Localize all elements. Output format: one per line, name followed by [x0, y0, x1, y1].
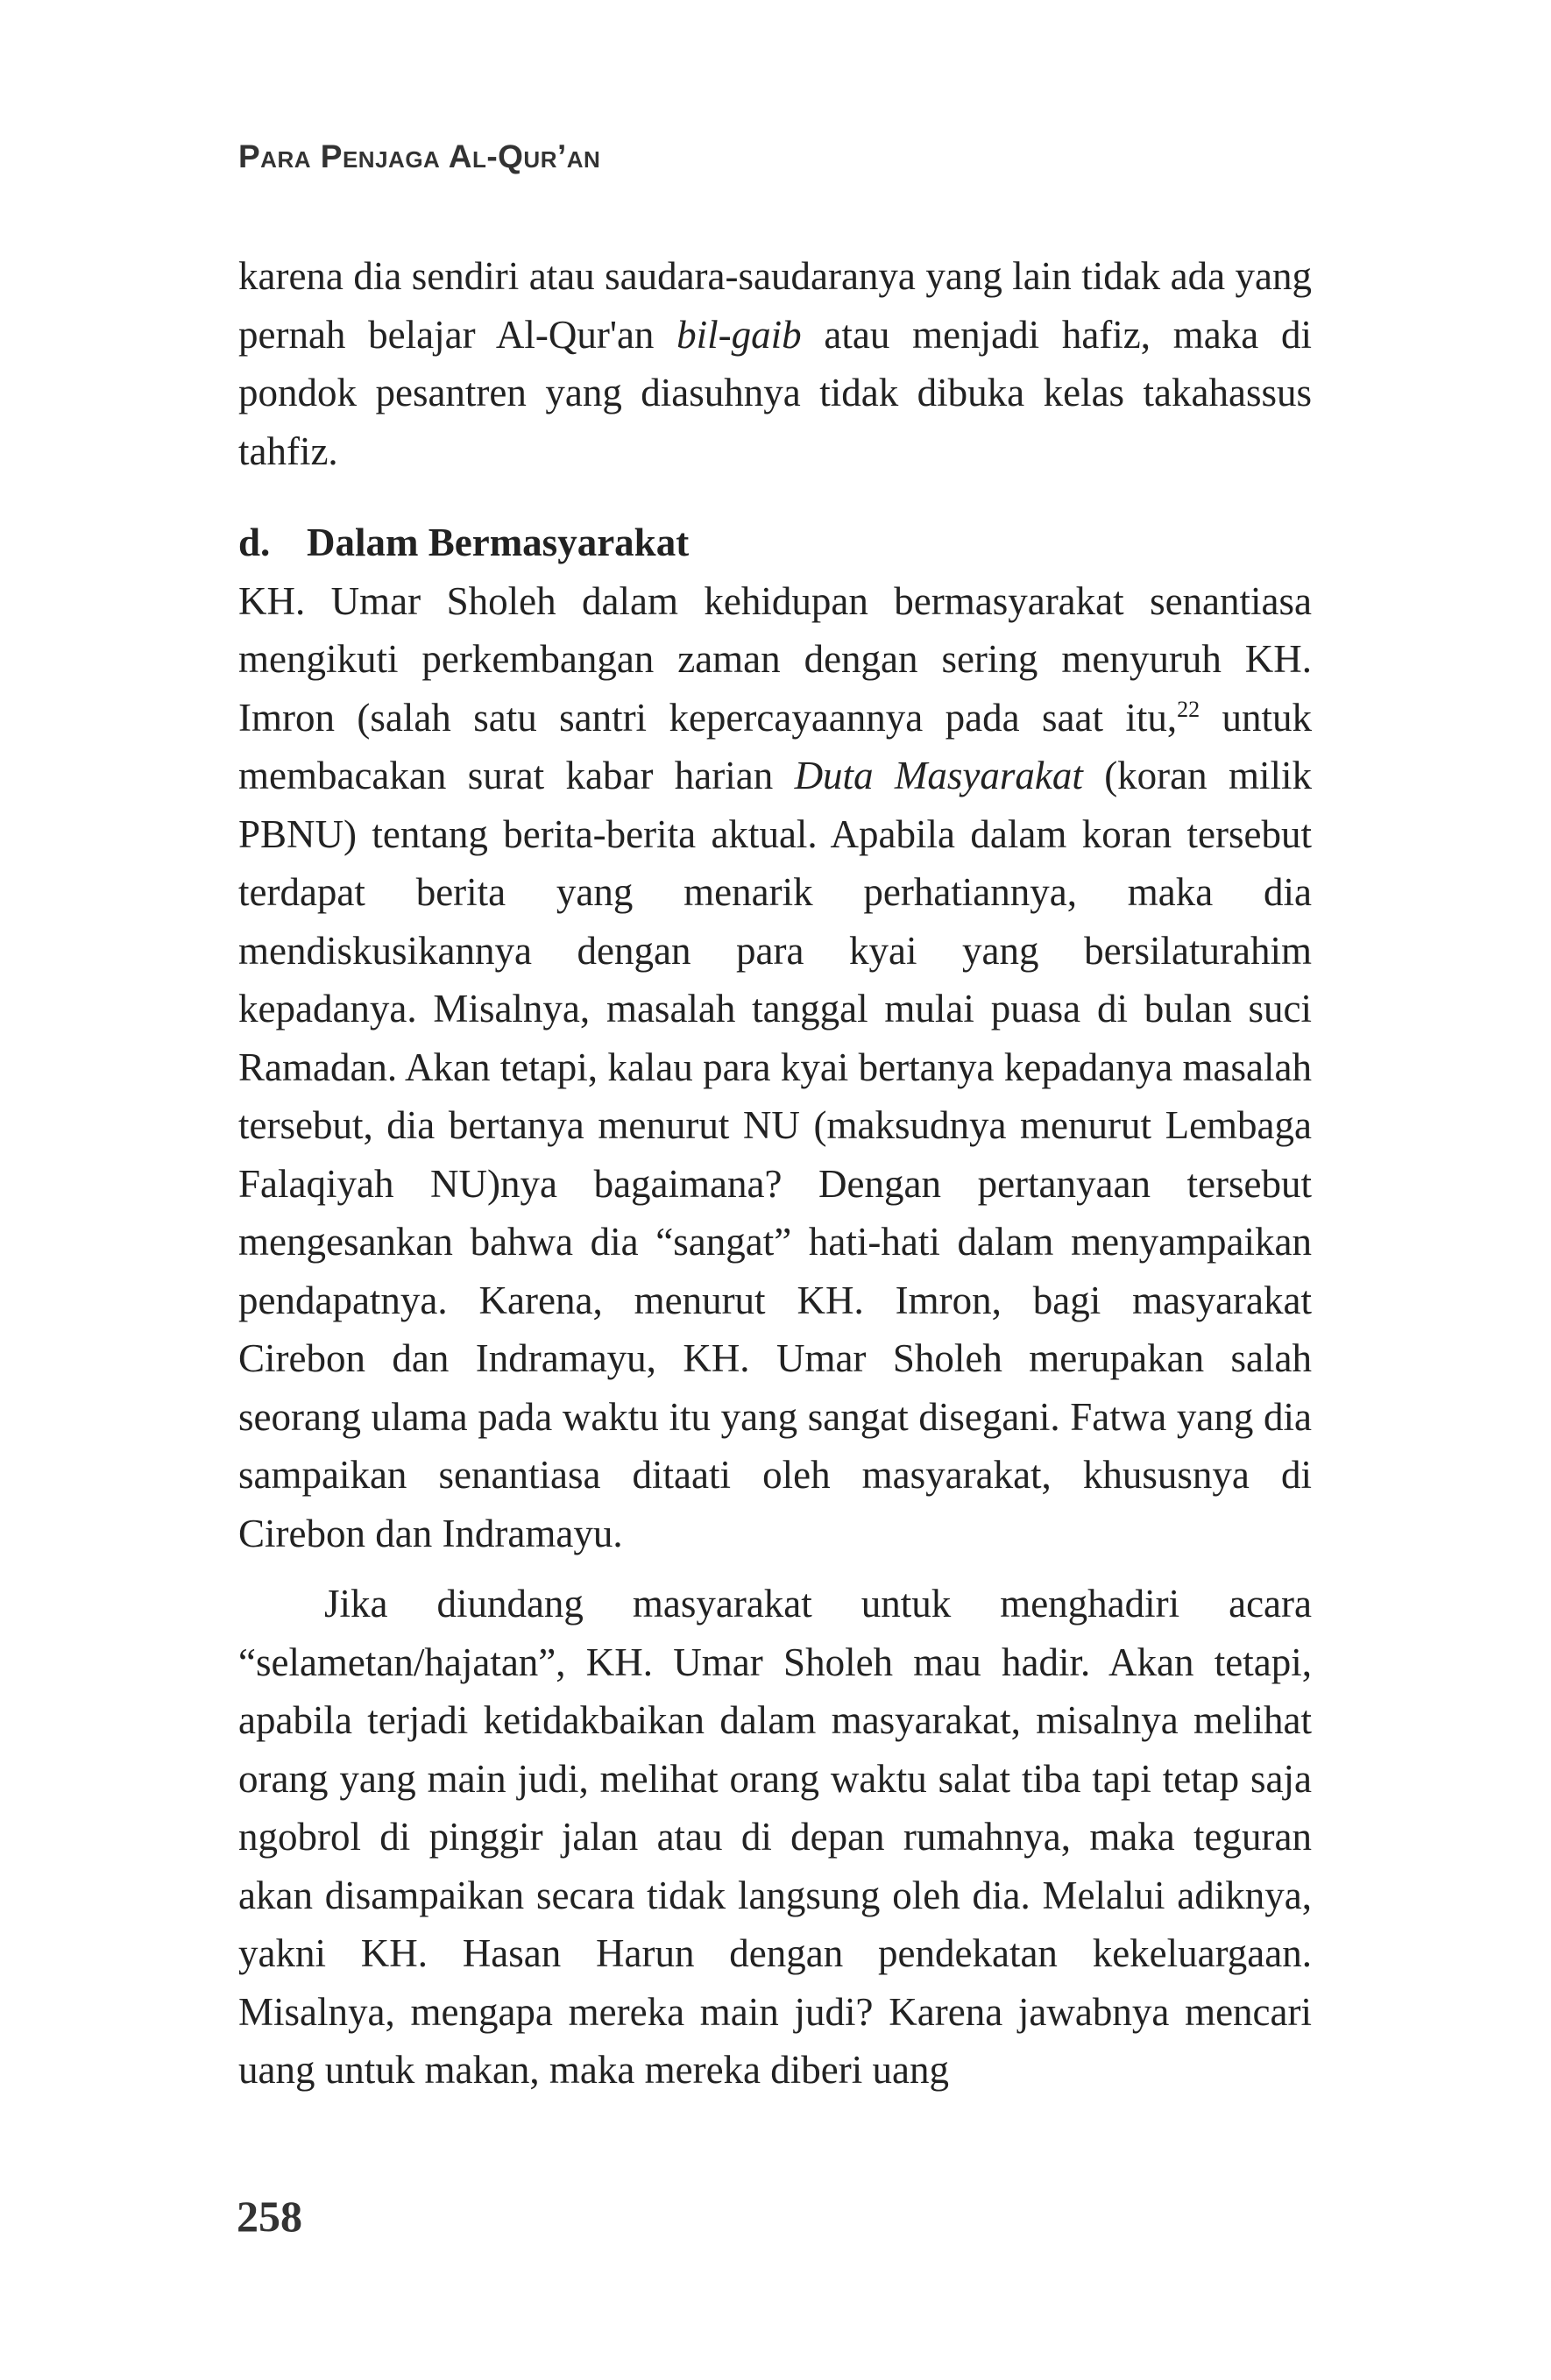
running-header: Para Penjaga Al-Qur’an: [238, 138, 601, 174]
paragraph-text: karena dia sendiri atau saudara-saudaranya yang lain tidak ada yang pernah belajar Al-Qur'an: [238, 254, 1312, 357]
paragraph-text: KH. Umar Sholeh dalam kehidupan bermasyarakat senantiasa mengikuti perkembangan zaman dengan sering menyuruh KH. Imron (salah satu santri kepercayaannya pada saat itu,: [238, 578, 1312, 740]
paragraph: [238, 1575, 1312, 2100]
section-heading: [238, 514, 1312, 572]
paragraph-continued: [238, 247, 1312, 480]
paragraph-text: (koran milik PBNU) tentang berita-berita aktual. Apabila dalam koran tersebut terdapat berita yang menarik perhatiannya, maka dia mendiskusikannya dengan para kyai yang bersilaturahim kepadanya. Misalnya, masalah tanggal mulai puasa di bulan suci Ramadan. Akan tetapi, kalau para kyai bertanya kepadanya masalah tersebut, dia bertanya menurut NU (maksudnya menurut Lembaga Falaqiyah NU)nya bagaimana? Dengan pertanyaan tersebut mengesankan bahwa dia “sangat” hati-hati dalam menyampaikan pendapatnya. Karena, menurut KH. Imron, bagi masyarakat Cirebon dan Indramayu, KH. Umar Sholeh merupakan salah seorang ulama pada waktu itu yang sangat disegani. Fatwa yang dia sampaikan senantiasa ditaati oleh masyarakat, khususnya di Cirebon dan Indramayu.: [238, 754, 1312, 1555]
section-title: Dalam Bermasyarakat: [307, 521, 690, 564]
section-marker: d.: [238, 521, 271, 564]
page-number: 258: [237, 2192, 302, 2241]
paragraph-text: atau menjadi hafiz, maka di pondok pesantren yang diasuhnya tidak dibuka kelas takahassus tahfiz.: [238, 312, 1312, 473]
paragraph: [238, 572, 1312, 1563]
paragraph-text: untuk membacakan surat kabar harian: [238, 695, 1312, 797]
paragraph-text: Jika diundang masyarakat untuk menghadiri acara “selametan/hajatan”, KH. Umar Sholeh mau hadir. Akan tetapi, apabila terjadi ketidakbaikan dalam masyarakat, misalnya melihat orang yang main judi, melihat orang waktu salat tiba tapi tetap saja ngobrol di pinggir jalan atau di depan rumahnya, maka teguran akan disampaikan secara tidak langsung oleh dia. Melalui adiknya, yakni KH. Hasan Harun dengan pendekatan kekeluargaan. Misalnya, mengapa mereka main judi? Karena jawabnya mencari uang untuk makan, maka mereka diberi uang: [238, 1582, 1312, 2092]
italic-newspaper-title: Duta Masyarakat: [794, 754, 1083, 797]
body-text: [238, 247, 1312, 2100]
footnote-reference[interactable]: 22: [1177, 696, 1200, 722]
italic-term: bil-gaib: [676, 312, 802, 357]
